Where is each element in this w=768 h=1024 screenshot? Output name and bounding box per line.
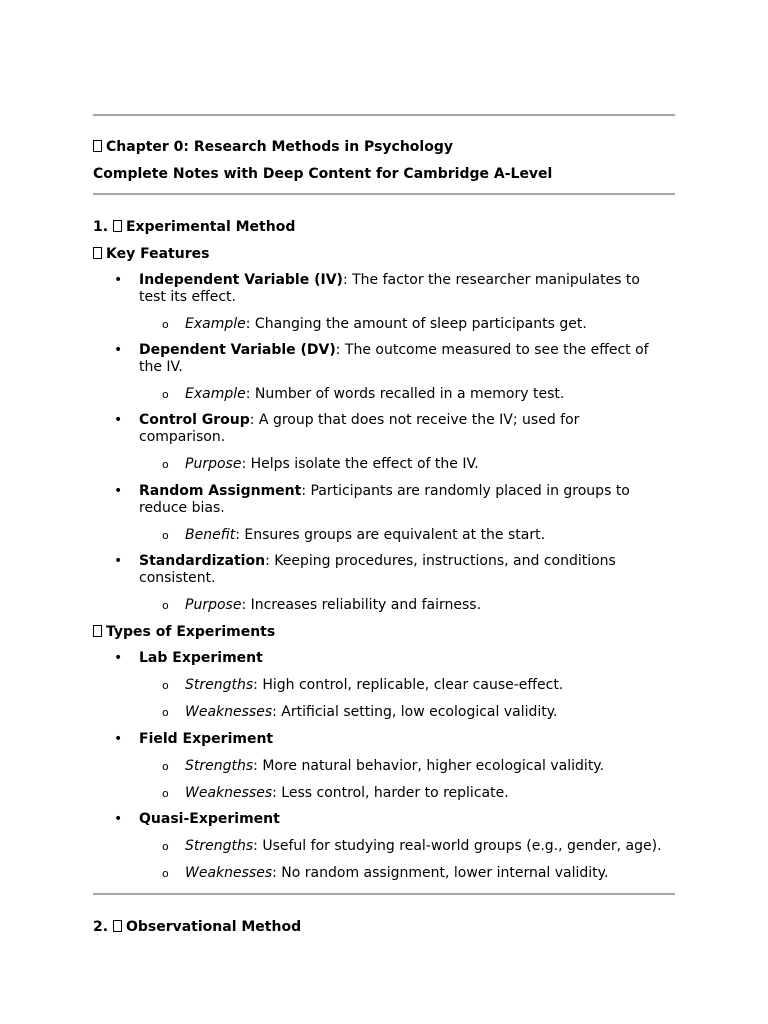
key-feature-detail (185, 386, 564, 402)
bullet-icon: • (114, 342, 123, 358)
page-subtitle: Complete Notes with Deep Content for Cambridge A-Level (93, 166, 553, 182)
sub-bullet-icon: o (162, 867, 169, 880)
sub-bullet-icon: o (162, 840, 169, 853)
pin-icon (93, 625, 102, 637)
eye-icon (113, 920, 122, 932)
detail-text: : Changing the amount of sleep participants get. (245, 316, 587, 332)
key-feature-definition: : The factor the researcher manipulates to (342, 272, 640, 288)
experiment-weaknesses (185, 704, 558, 720)
key-feature-term: Independent Variable (IV) (139, 272, 343, 288)
experiment-type-name: Quasi-Experiment (139, 811, 280, 827)
detail-text: : Number of words recalled in a memory test. (245, 386, 565, 402)
strengths-label: Strengths (185, 838, 254, 854)
sub-bullet-icon: o (162, 787, 169, 800)
weaknesses-label: Weaknesses (185, 865, 273, 881)
key-feature-item (139, 553, 669, 587)
key-feature-item (139, 342, 669, 376)
key-feature-definition: : The outcome measured to see the effect of (335, 342, 649, 358)
weaknesses-label: Weaknesses (185, 704, 273, 720)
detail-text: : Ensures groups are equivalent at the start. (235, 527, 546, 543)
sub-bullet-icon: o (162, 760, 169, 773)
key-feature-definition: : A group that does not receive the IV; used for (249, 412, 580, 428)
bullet-icon: • (114, 483, 123, 499)
experiment-weaknesses (185, 785, 509, 801)
weaknesses-label: Weaknesses (185, 785, 273, 801)
section-heading-observational: 2. Observational Method (93, 919, 302, 935)
sub-bullet-icon: o (162, 706, 169, 719)
bullet-icon: • (114, 811, 123, 827)
key-feature-item (139, 412, 669, 446)
subheading-types-of-experiments: Types of Experiments (93, 624, 275, 640)
detail-label: Example (185, 316, 246, 332)
experiment-weaknesses (185, 865, 608, 881)
weaknesses-text: : Less control, harder to replicate. (272, 785, 509, 801)
divider-header (93, 193, 675, 195)
sub-bullet-icon: o (162, 599, 169, 612)
strengths-label: Strengths (185, 677, 254, 693)
weaknesses-text: : Artificial setting, low ecological validity. (272, 704, 558, 720)
experiment-strengths (185, 758, 604, 774)
divider-section (93, 893, 675, 895)
sub-bullet-icon: o (162, 388, 169, 401)
sub-bullet-icon: o (162, 318, 169, 331)
detail-text: : Helps isolate the effect of the IV. (241, 456, 479, 472)
key-feature-detail (185, 597, 481, 613)
bullet-icon: • (114, 272, 123, 288)
weaknesses-text: : No random assignment, lower internal validity. (272, 865, 609, 881)
experiment-type-name: Field Experiment (139, 731, 274, 747)
key-feature-detail (185, 456, 479, 472)
bullet-icon: • (114, 553, 123, 569)
strengths-text: : Useful for studying real-world groups (e.g., gender, age). (253, 838, 662, 854)
strengths-text: : More natural behavior, higher ecological validity. (253, 758, 605, 774)
divider-top (93, 114, 675, 116)
experiment-type-name: Lab Experiment (139, 650, 263, 666)
bullet-icon: • (114, 412, 123, 428)
pin-icon (93, 247, 102, 259)
key-feature-definition-cont: the IV. (139, 359, 183, 375)
key-feature-term: Random Assignment (139, 483, 302, 499)
sub-bullet-icon: o (162, 529, 169, 542)
key-feature-detail (185, 527, 545, 543)
detail-label: Benefit (185, 527, 236, 543)
detail-label: Purpose (185, 597, 242, 613)
book-icon (93, 140, 102, 152)
key-feature-term: Dependent Variable (DV) (139, 342, 336, 358)
strengths-label: Strengths (185, 758, 254, 774)
key-feature-definition-cont: consistent. (139, 570, 216, 586)
key-feature-item (139, 272, 669, 306)
key-feature-detail (185, 316, 587, 332)
flask-icon (113, 220, 122, 232)
bullet-icon: • (114, 650, 123, 666)
experiment-strengths (185, 677, 563, 693)
detail-label: Example (185, 386, 246, 402)
key-feature-term: Standardization (139, 553, 266, 569)
key-feature-definition: : Participants are randomly placed in groups to (301, 483, 630, 499)
bullet-icon: • (114, 731, 123, 747)
key-feature-definition-cont: comparison. (139, 429, 226, 445)
detail-text: : Increases reliability and fairness. (241, 597, 482, 613)
key-feature-item (139, 483, 669, 517)
experiment-strengths (185, 838, 662, 854)
subheading-key-features: Key Features (93, 246, 209, 262)
sub-bullet-icon: o (162, 458, 169, 471)
key-feature-definition-cont: reduce bias. (139, 500, 225, 516)
key-feature-definition: : Keeping procedures, instructions, and conditions (265, 553, 616, 569)
page-title: Chapter 0: Research Methods in Psychology (93, 139, 453, 155)
key-feature-term: Control Group (139, 412, 250, 428)
detail-label: Purpose (185, 456, 242, 472)
key-feature-definition-cont: test its effect. (139, 289, 236, 305)
section-heading-experimental: 1. Experimental Method (93, 219, 296, 235)
sub-bullet-icon: o (162, 679, 169, 692)
strengths-text: : High control, replicable, clear cause-effect. (253, 677, 564, 693)
